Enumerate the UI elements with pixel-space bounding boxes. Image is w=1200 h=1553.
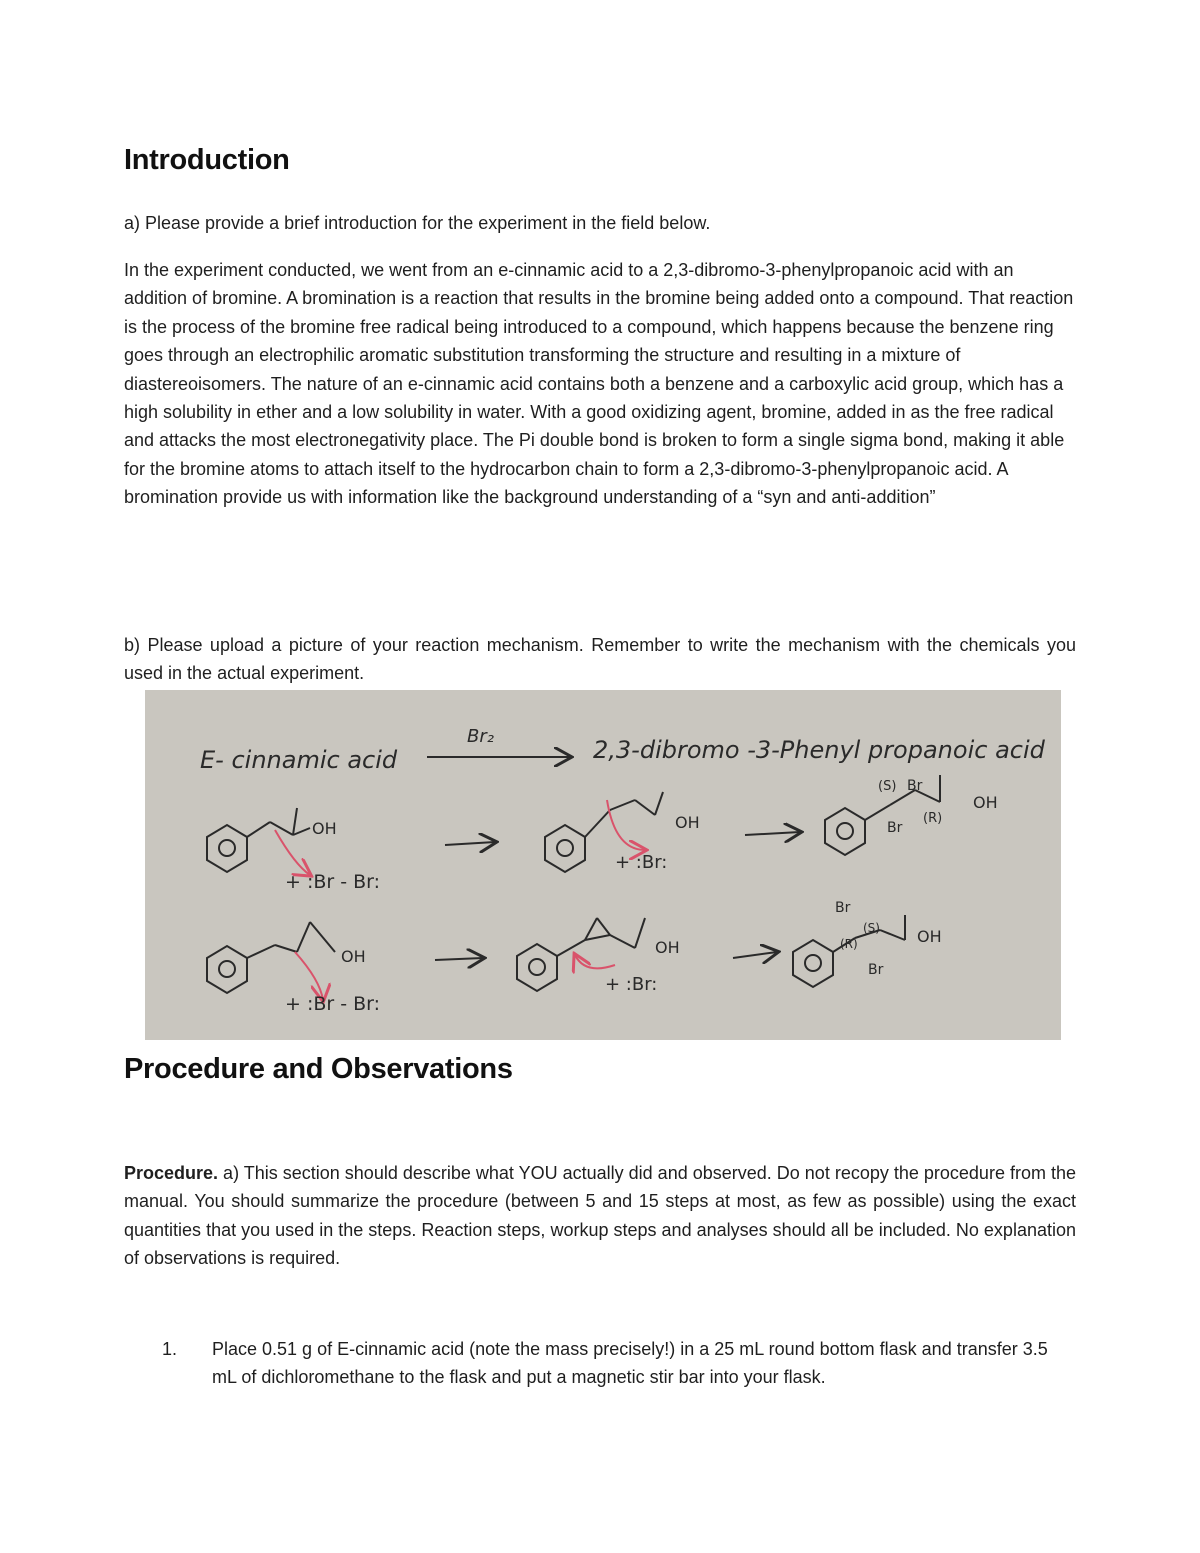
br-label-1: Br: [907, 778, 923, 794]
cinnamic-acid-structure-1: [207, 808, 310, 875]
reagent-label: Br₂: [467, 726, 494, 747]
procedure-heading: Procedure and Observations: [124, 1053, 513, 1085]
procedure-step: [124, 1335, 1076, 1392]
br-label-2: Br: [887, 820, 903, 836]
introduction-body: In the experiment conducted, we went from an e-cinnamic acid to a 2,3-dibromo-3-phenylpropanoic acid with an addition of bromine. A bromination is a reaction that results in the bromine being added onto a compound. That reaction is the process of the bromine free radical being introduced to a compound, which happens because the benzene ring goes through an electrophilic aromatic substitution transforming the structure and resulting in a mixture of diastereoisomers. The nature of an e-cinnamic acid contains both a benzene and a carboxylic acid group, which has a high solubility in ether and a low solubility in water. With a good oxidizing agent, bromine, added in as the free radical and attacks the most electronegativity place. The Pi double bond is broken to form a single sigma bond, making it able for the bromine atoms to attach itself to the hydrocarbon chain to form a 2,3-dibromo-3-phenylpropanoic acid. A bromination provide us with information like the background understanding of a “syn and anti-addition”: [124, 260, 1074, 508]
config-r-1: (R): [923, 811, 943, 826]
mechanism-prompt: b) Please upload a picture of your reaction mechanism. Remember to write the mechanism with the chemicals you used in the actual experiment.: [124, 635, 1076, 683]
config-s-1: (S): [878, 779, 897, 794]
oh-label-1: OH: [312, 819, 337, 838]
introduction-heading: Introduction: [124, 144, 290, 176]
procedure-text: a) This section should describe what YOU actually did and observed. Do not recopy the procedure from the manual. You should summarize the procedure (between 5 and 15 steps at most, as few as possible) using the exact quantities that you used in the steps. Reaction steps, workup steps and analyses should all be included. No explanation of observations is required.: [124, 1163, 1076, 1269]
mechanism-drawing: [145, 690, 1061, 1040]
procedure-label: Procedure.: [124, 1163, 219, 1183]
config-s-2: (S): [863, 921, 880, 935]
step-arrow-1: [445, 842, 495, 845]
bromide-ion-1: + :Br:: [615, 852, 668, 873]
config-r-2: (R): [840, 937, 858, 951]
oh-label-6: OH: [917, 927, 942, 946]
product-label: 2,3-dibromo -3-Phenyl propanoic acid: [593, 736, 1045, 764]
br-label-3: Br: [835, 900, 851, 916]
mechanism-photo: [145, 690, 1061, 1040]
bromine-reagent-2: + :Br - Br:: [285, 993, 381, 1015]
oh-label-2: OH: [675, 813, 700, 832]
step-arrow-2: [745, 832, 800, 835]
dibromo-product-2: [793, 915, 905, 987]
reactant-label: E- cinnamic acid: [200, 746, 398, 774]
step-number: 1.: [162, 1339, 178, 1359]
bromide-ion-2: + :Br:: [605, 974, 658, 995]
step-arrow-3: [435, 958, 483, 960]
procedure-instructions: [124, 1159, 1076, 1273]
bromine-reagent-1: + :Br - Br:: [285, 871, 381, 893]
oh-label-3: OH: [973, 793, 998, 812]
introduction-prompt: a) Please provide a brief introduction for the experiment in the field below.: [124, 213, 711, 233]
oh-label-4: OH: [341, 947, 366, 966]
step-arrow-4: [733, 952, 777, 958]
step-text: Place 0.51 g of E-cinnamic acid (note the mass precisely!) in a 25 mL round bottom flask and transfer 3.5 mL of dichloromethane to the flask and put a magnetic stir bar into your flask.: [212, 1339, 1048, 1388]
cinnamic-acid-structure-2: [207, 922, 335, 1000]
oh-label-5: OH: [655, 938, 680, 957]
procedure-steps: [124, 1335, 1076, 1392]
br-label-4: Br: [868, 962, 884, 978]
